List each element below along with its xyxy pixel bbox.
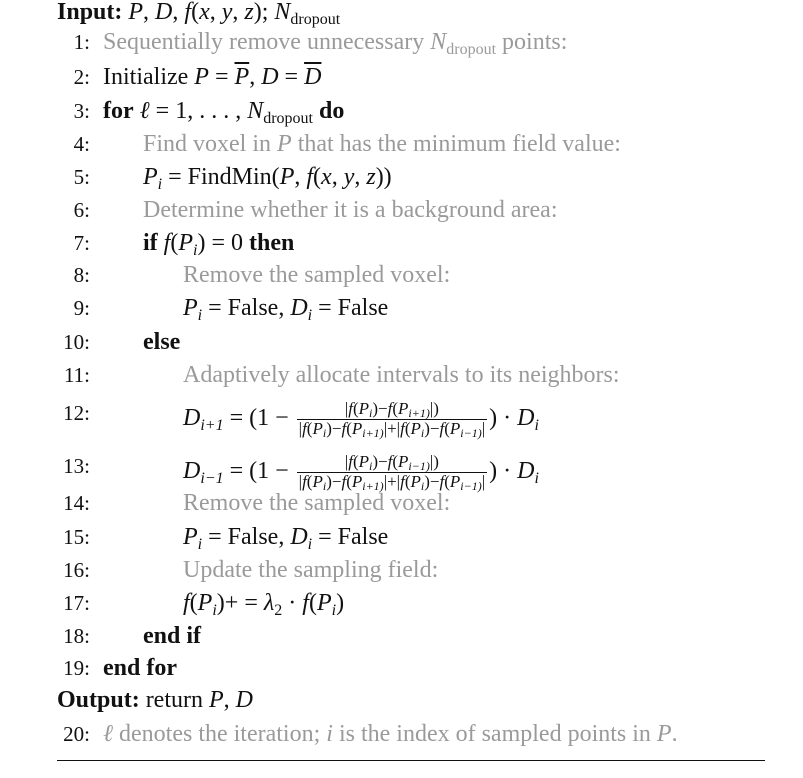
math-token: P bbox=[410, 472, 421, 491]
math-token: i−1) bbox=[408, 459, 430, 473]
fraction-numerator bbox=[343, 400, 441, 419]
algorithm-line bbox=[0, 655, 803, 681]
algorithm-line bbox=[0, 590, 803, 619]
line-content bbox=[183, 453, 539, 492]
math-token: )− bbox=[424, 419, 440, 438]
math-token: D bbox=[290, 524, 308, 550]
math-token: , bbox=[172, 0, 185, 25]
math-token: ( bbox=[444, 419, 450, 438]
algorithm-line bbox=[0, 623, 803, 649]
line-number: 18: bbox=[63, 624, 90, 648]
math-token: P bbox=[183, 295, 198, 321]
math-token: Find voxel in bbox=[143, 131, 278, 157]
math-token: f bbox=[341, 419, 347, 438]
line-number: 2: bbox=[73, 65, 90, 89]
math-token: | bbox=[344, 452, 349, 471]
line-content bbox=[103, 64, 321, 90]
math-token: i bbox=[322, 426, 327, 440]
math-token: P bbox=[143, 164, 158, 190]
math-token: i bbox=[369, 406, 373, 420]
algorithm-line bbox=[0, 0, 803, 28]
math-token: f bbox=[184, 0, 192, 25]
math-token: N bbox=[430, 29, 447, 55]
math-token: else bbox=[143, 329, 181, 355]
line-content bbox=[183, 524, 388, 553]
math-token: P bbox=[183, 524, 198, 550]
math-token: P bbox=[279, 164, 295, 190]
math-token: 2 bbox=[274, 602, 283, 619]
math-token: dropout bbox=[263, 110, 313, 127]
line-content bbox=[183, 590, 344, 619]
algorithm-line bbox=[0, 197, 803, 223]
math-token: f bbox=[348, 399, 353, 418]
math-token: Output: bbox=[57, 687, 140, 713]
math-token: | bbox=[298, 472, 303, 491]
math-token: i bbox=[420, 479, 425, 493]
math-token: i bbox=[534, 470, 539, 488]
bottom-rule bbox=[57, 760, 765, 761]
math-token: N bbox=[247, 98, 264, 124]
math-token: P bbox=[351, 419, 363, 438]
line-number: 6: bbox=[73, 198, 90, 222]
math-token: i bbox=[193, 242, 198, 259]
math-token: · bbox=[282, 590, 303, 616]
math-token: for bbox=[103, 98, 134, 124]
math-token: P bbox=[128, 0, 144, 25]
fraction-numerator bbox=[343, 453, 441, 472]
algorithm-line bbox=[0, 721, 803, 747]
math-token: , bbox=[249, 64, 262, 90]
math-token: ℓ bbox=[139, 98, 150, 124]
math-token: , bbox=[331, 164, 344, 190]
algorithm-line bbox=[0, 64, 803, 90]
math-token: P bbox=[197, 590, 213, 616]
algorithm-line bbox=[0, 490, 803, 516]
math-token: z bbox=[366, 164, 376, 190]
algorithm-line bbox=[0, 295, 803, 324]
math-token: ( bbox=[346, 419, 352, 438]
math-token: i+1) bbox=[362, 426, 384, 440]
line-content bbox=[143, 230, 294, 259]
math-token: ( bbox=[191, 0, 200, 25]
math-token: P bbox=[316, 590, 332, 616]
line-number: 11: bbox=[63, 363, 90, 387]
math-token: , bbox=[143, 0, 156, 25]
math-token: f bbox=[387, 399, 393, 418]
math-token: ( bbox=[306, 472, 313, 491]
math-token: P bbox=[358, 452, 370, 471]
math-token: do bbox=[319, 98, 345, 124]
math-token: P bbox=[449, 472, 461, 491]
line-number: 8: bbox=[73, 263, 90, 287]
math-token: )− bbox=[372, 399, 388, 418]
math-token: points: bbox=[496, 29, 568, 55]
math-token: |+| bbox=[383, 419, 401, 438]
math-token: f bbox=[400, 472, 405, 491]
math-token: λ bbox=[263, 590, 275, 616]
math-token: , bbox=[223, 687, 236, 713]
line-content bbox=[183, 400, 539, 439]
algorithm-line bbox=[0, 230, 803, 259]
math-token: D bbox=[235, 687, 254, 713]
line-content bbox=[183, 262, 450, 288]
math-token: | bbox=[344, 399, 349, 418]
math-token: P bbox=[277, 131, 292, 157]
math-token: ℓ bbox=[103, 721, 113, 747]
line-number: 17: bbox=[63, 591, 90, 615]
algorithm-line bbox=[0, 98, 803, 127]
math-token: y bbox=[221, 0, 233, 25]
line-number: 4: bbox=[73, 132, 90, 156]
math-token: = FindMin( bbox=[162, 164, 280, 190]
math-token: P bbox=[398, 452, 409, 471]
math-token: D bbox=[517, 458, 535, 485]
line-number: 5: bbox=[73, 165, 90, 189]
math-token: ( bbox=[313, 164, 322, 190]
line-content bbox=[103, 655, 177, 681]
math-token: i bbox=[420, 426, 425, 440]
algorithm-line bbox=[0, 329, 803, 355]
math-token: = False bbox=[312, 295, 389, 321]
math-token: | bbox=[481, 419, 486, 438]
math-token: . bbox=[671, 721, 678, 747]
math-token: P bbox=[209, 687, 224, 713]
math-token: | bbox=[298, 419, 303, 438]
line-content bbox=[143, 131, 621, 157]
math-token: f bbox=[341, 472, 347, 491]
math-token: P bbox=[410, 419, 421, 438]
line-content bbox=[103, 98, 344, 127]
math-token: f bbox=[348, 452, 353, 471]
math-token: end if bbox=[143, 623, 202, 649]
math-token: )− bbox=[372, 452, 388, 471]
math-token: ); bbox=[253, 0, 275, 25]
math-token: i−1 bbox=[200, 470, 224, 488]
math-token: i bbox=[369, 459, 373, 473]
math-token: x bbox=[199, 0, 210, 25]
fraction bbox=[297, 453, 487, 492]
math-token: |+| bbox=[383, 472, 401, 491]
math-token: Remove the sampled voxel: bbox=[183, 490, 451, 516]
math-token: is the index of sampled points in bbox=[332, 721, 657, 747]
math-token: i bbox=[307, 307, 313, 324]
math-token: x bbox=[321, 164, 332, 190]
math-token: D bbox=[155, 0, 173, 25]
math-token: ) · bbox=[489, 458, 518, 485]
math-token: = bbox=[208, 64, 235, 90]
math-token: P bbox=[178, 230, 194, 256]
math-token: i bbox=[157, 176, 163, 193]
math-token: dropout bbox=[290, 11, 341, 28]
algorithm-line bbox=[0, 557, 803, 583]
math-token: D bbox=[183, 458, 201, 485]
math-token: ( bbox=[404, 472, 411, 491]
algorithm-line bbox=[0, 362, 803, 388]
math-token: ( bbox=[392, 399, 399, 418]
line-content bbox=[103, 721, 678, 747]
math-token: | bbox=[481, 472, 486, 491]
math-token: i bbox=[326, 721, 333, 747]
algorithm-line bbox=[0, 524, 803, 553]
math-token: i bbox=[197, 536, 203, 553]
math-token: $\overline{P}$ bbox=[234, 64, 250, 90]
algorithm-line bbox=[0, 131, 803, 157]
line-number: 7: bbox=[73, 231, 90, 255]
fraction-denominator bbox=[297, 419, 487, 439]
line-content bbox=[143, 197, 558, 223]
math-token: i−1) bbox=[460, 426, 482, 440]
math-token: |) bbox=[429, 452, 439, 471]
math-token: i−1) bbox=[460, 479, 482, 493]
line-content bbox=[57, 0, 340, 28]
math-token: ) · bbox=[489, 405, 518, 432]
line-number: 19: bbox=[63, 656, 90, 680]
math-token: , bbox=[209, 0, 222, 25]
math-token: P bbox=[449, 419, 461, 438]
math-token: P bbox=[351, 472, 363, 491]
math-token: ( bbox=[170, 230, 179, 256]
math-token: y bbox=[343, 164, 355, 190]
math-token: Remove the sampled voxel: bbox=[183, 262, 451, 288]
math-token: )) bbox=[375, 164, 392, 190]
math-token: if bbox=[143, 230, 158, 256]
math-token: , bbox=[354, 164, 367, 190]
algorithm-line bbox=[0, 399, 803, 440]
math-token: N bbox=[274, 0, 291, 25]
math-token: $\overline{D}$ bbox=[304, 64, 322, 90]
line-number: 9: bbox=[73, 296, 90, 320]
math-token: f bbox=[302, 419, 307, 438]
algorithm-line bbox=[0, 262, 803, 288]
math-token: ( bbox=[392, 452, 399, 471]
math-token: P bbox=[312, 472, 323, 491]
math-token: Update the sampling field: bbox=[183, 557, 439, 583]
line-number: 3: bbox=[73, 99, 90, 123]
math-token: = False, bbox=[202, 295, 291, 321]
math-token: = 1, . . . , bbox=[149, 98, 248, 124]
algorithm-line bbox=[0, 164, 803, 193]
math-token: i+1 bbox=[200, 417, 224, 435]
fraction-denominator bbox=[297, 472, 487, 492]
line-content bbox=[103, 29, 567, 58]
math-token: ( bbox=[444, 472, 450, 491]
line-content bbox=[143, 329, 180, 355]
fraction bbox=[297, 400, 487, 439]
line-content bbox=[57, 687, 253, 713]
math-token: ) = 0 bbox=[197, 230, 249, 256]
math-token: = bbox=[278, 64, 305, 90]
math-token: )+ = bbox=[216, 590, 264, 616]
line-number: 12: bbox=[63, 401, 90, 425]
algorithm-line bbox=[0, 29, 803, 58]
math-token: i bbox=[534, 417, 539, 435]
math-token: Initialize bbox=[103, 64, 195, 90]
math-token: P bbox=[194, 64, 209, 90]
line-number: 13: bbox=[63, 454, 90, 478]
math-token: then bbox=[249, 230, 295, 256]
math-token: D bbox=[183, 405, 201, 432]
math-token: , bbox=[294, 164, 307, 190]
math-token: Input: bbox=[57, 0, 123, 25]
math-token: return bbox=[139, 687, 209, 713]
line-number: 1: bbox=[73, 30, 90, 54]
math-token: f bbox=[183, 590, 190, 616]
math-token: Adaptively allocate intervals to its neighbors: bbox=[183, 362, 620, 388]
algorithm-line bbox=[0, 452, 803, 493]
math-token: )− bbox=[424, 472, 440, 491]
math-token: that has the minimum field value: bbox=[291, 131, 621, 157]
math-token: P bbox=[312, 419, 323, 438]
math-token: f bbox=[163, 230, 171, 256]
line-content bbox=[183, 490, 450, 516]
math-token: i bbox=[197, 307, 203, 324]
math-token: ) bbox=[336, 590, 345, 616]
math-token: end for bbox=[103, 655, 177, 681]
math-token: z bbox=[244, 0, 254, 25]
math-token: f bbox=[302, 590, 309, 616]
math-token: |) bbox=[429, 399, 439, 418]
line-number: 10: bbox=[63, 330, 90, 354]
math-token: D bbox=[261, 64, 279, 90]
line-number: 14: bbox=[63, 491, 90, 515]
line-number: 15: bbox=[63, 525, 90, 549]
line-number: 16: bbox=[63, 558, 90, 582]
math-token: denotes the iteration; bbox=[113, 721, 327, 747]
math-token: i bbox=[322, 479, 327, 493]
math-token: f bbox=[387, 452, 393, 471]
math-token: P bbox=[398, 399, 409, 418]
math-token: )− bbox=[326, 472, 342, 491]
math-token: P bbox=[656, 721, 672, 747]
math-token: f bbox=[439, 472, 445, 491]
math-token: ( bbox=[189, 590, 198, 616]
math-token: ( bbox=[346, 472, 352, 491]
math-token: i bbox=[331, 602, 337, 619]
line-content bbox=[183, 362, 620, 388]
line-content bbox=[183, 557, 438, 583]
math-token: i+1) bbox=[362, 479, 384, 493]
math-token: Sequentially remove unnecessary bbox=[103, 29, 431, 55]
math-token: ( bbox=[352, 452, 359, 471]
math-token: D bbox=[290, 295, 308, 321]
line-content bbox=[143, 623, 201, 649]
math-token: ( bbox=[306, 419, 313, 438]
math-token: )− bbox=[326, 419, 342, 438]
math-token: Determine whether it is a background area: bbox=[143, 197, 558, 223]
math-token: dropout bbox=[446, 41, 497, 58]
math-token: P bbox=[358, 399, 370, 418]
math-token: = (1 − bbox=[223, 458, 295, 485]
math-token: , bbox=[232, 0, 245, 25]
math-token: i bbox=[212, 602, 217, 619]
line-content bbox=[143, 164, 392, 193]
math-token: ( bbox=[404, 419, 411, 438]
math-token: f bbox=[302, 472, 307, 491]
math-token: ( bbox=[308, 590, 317, 616]
line-content bbox=[183, 295, 388, 324]
math-token: f bbox=[400, 419, 405, 438]
math-token: D bbox=[517, 405, 535, 432]
math-token: = False, bbox=[202, 524, 291, 550]
math-token: ( bbox=[352, 399, 359, 418]
line-number: 20: bbox=[63, 722, 90, 746]
math-token: i bbox=[307, 536, 313, 553]
math-token: i+1) bbox=[408, 406, 430, 420]
math-token: = False bbox=[312, 524, 389, 550]
math-token: = (1 − bbox=[223, 405, 295, 432]
math-token: f bbox=[439, 419, 445, 438]
algorithm-line bbox=[0, 687, 803, 713]
math-token: f bbox=[306, 164, 314, 190]
